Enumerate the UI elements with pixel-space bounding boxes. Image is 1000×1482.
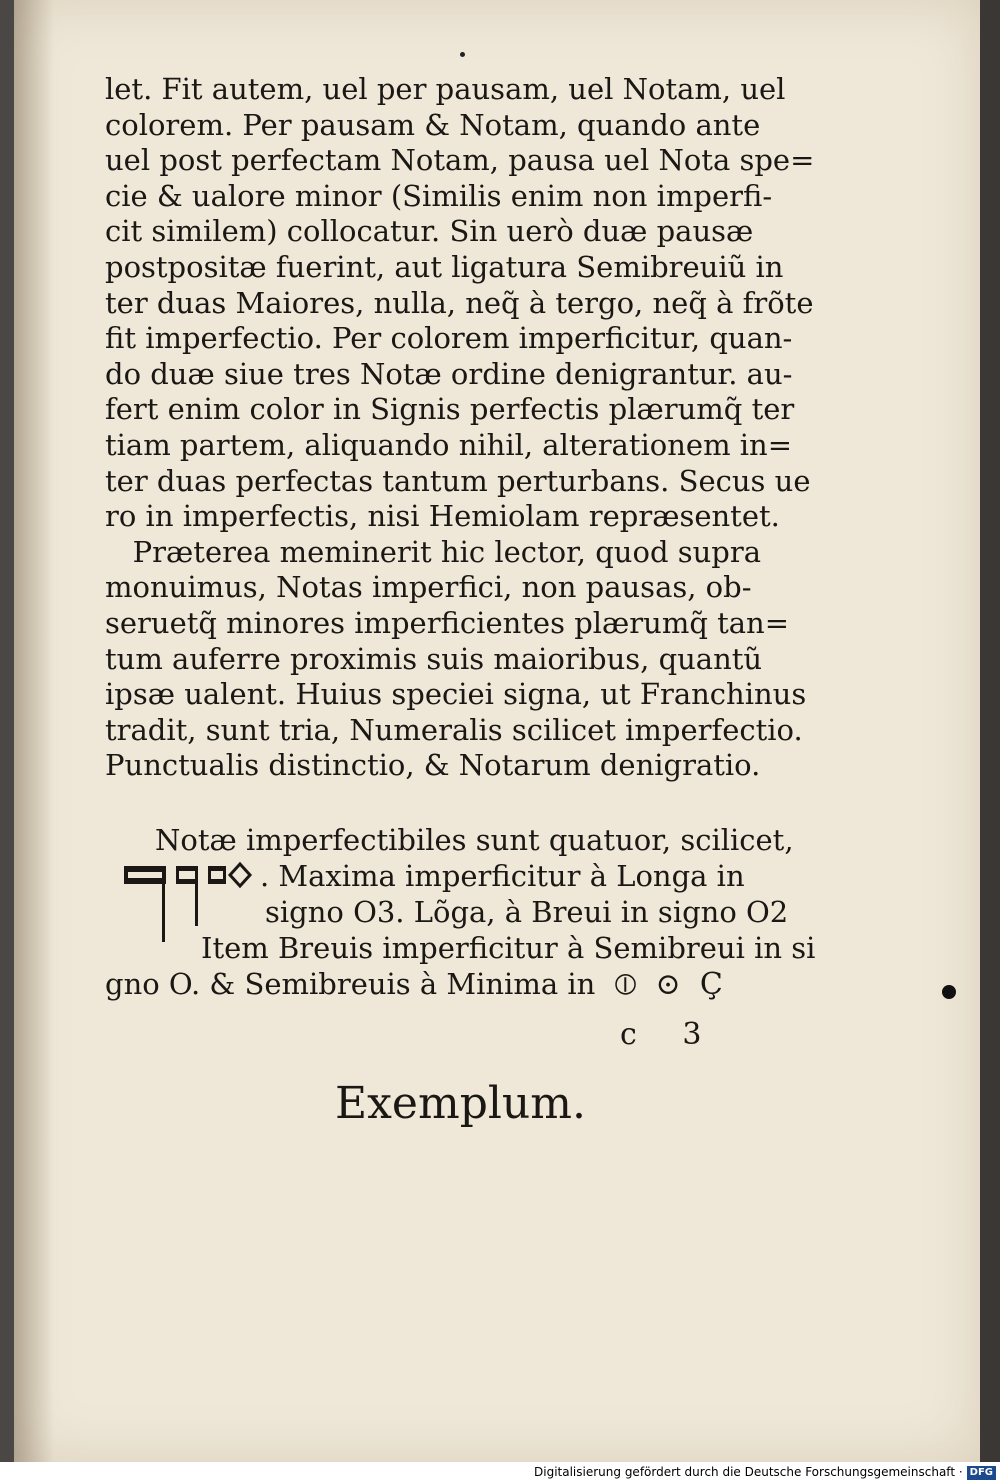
ink-blot xyxy=(942,985,956,999)
text-line: let. Fit autem, uel per pausam, uel Notam, uel xyxy=(105,72,786,106)
scan-background-edge xyxy=(980,0,1000,1462)
text-line: tradit, sunt tria, Numeralis scilicet imperfectio. xyxy=(105,712,803,747)
text-line: ipsæ ualent. Huius speciei signa, ut Franchinus xyxy=(105,677,807,712)
dfg-logo: DFG xyxy=(967,1466,996,1480)
page-gutter-shadow xyxy=(14,0,54,1462)
mensuration-sign: ⦶ xyxy=(614,966,637,1002)
text-line: monuimus, Notas imperfici, non pausas, ob- xyxy=(105,570,752,605)
mensuration-sign: ⊙ xyxy=(655,966,681,1002)
text-line: postpositæ fuerint, aut ligatura Semibreuiũ in xyxy=(105,249,784,284)
text-line: do duæ siue tres Notæ ordine denigrantur. au- xyxy=(105,356,793,391)
text-line: Punctualis distinctio, & Notarum denigratio. xyxy=(105,748,761,783)
text-line xyxy=(105,966,825,1002)
footer-text: Digitalisierung gefördert durch die Deutsche Forschungsgemeinschaft · xyxy=(534,1465,963,1479)
text-line: seruetq̃ minores imperficientes plærumq̃ tan= xyxy=(105,605,790,640)
text-line: tiam partem, aliquando nihil, alterationem in= xyxy=(105,427,793,462)
text-line: colorem. Per pausam & Notam, quando ante xyxy=(105,107,761,142)
text-line-body: gno O. & Semibreuis à Minima in xyxy=(105,966,596,1001)
note-shapes-illustration xyxy=(122,848,272,948)
text-line: Notæ imperfectibiles sunt quatuor, scilicet, xyxy=(155,822,794,857)
signature-mark: c 3 xyxy=(620,1017,720,1052)
text-line: signo O3. Lõga, à Breui in signo O2 xyxy=(265,894,789,929)
text-line: Item Breuis imperficitur à Semibreui in si xyxy=(201,930,816,965)
text-line: ter duas Maiores, nulla, neq̃ à tergo, neq̃ à frõte xyxy=(105,285,814,320)
section-heading: Exemplum. xyxy=(335,1078,586,1129)
ink-speck xyxy=(460,52,465,57)
text-line: fit imperfectio. Per colorem imperficitur, quan- xyxy=(105,321,793,356)
text-line: fert enim color in Signis perfectis plærumq̃ ter xyxy=(105,392,795,427)
text-line: ter duas perfectas tantum perturbans. Secus ue xyxy=(105,463,811,498)
text-line: cit similem) collocatur. Sin uerò duæ pausæ xyxy=(105,214,754,249)
text-line: uel post perfectam Notam, pausa uel Nota spe= xyxy=(105,143,815,178)
text-line: tum auferre proximis suis maioribus, quantũ xyxy=(105,641,763,676)
mensuration-sign: Ç xyxy=(699,966,723,1002)
text-line: ro in imperfectis, nisi Hemiolam repræsentet. xyxy=(105,499,780,534)
text-line: . Maxima imperficitur à Longa in xyxy=(260,858,745,893)
text-line: Præterea meminerit hic lector, quod supra xyxy=(105,534,761,569)
text-line: cie & ualore minor (Similis enim non imperfi- xyxy=(105,178,773,213)
digitization-footer xyxy=(0,1462,1000,1482)
